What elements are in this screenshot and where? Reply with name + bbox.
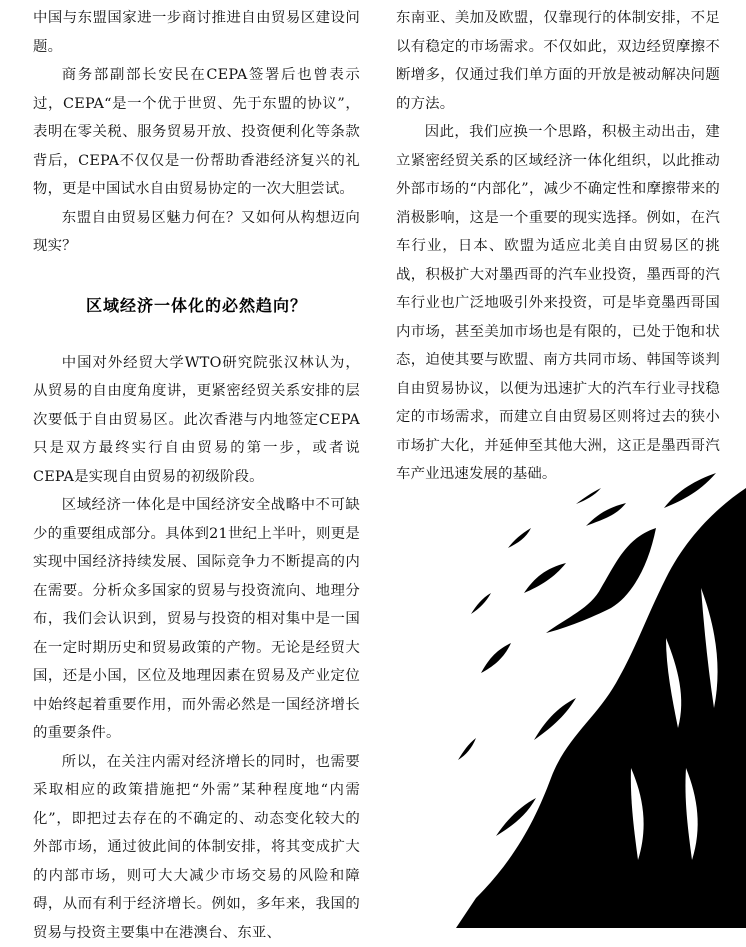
decorative-ink-illustration <box>416 468 746 928</box>
paragraph: 所以，在关注内需对经济增长的同时，也需要采取相应的政策措施把“外需”某种程度地“内需化”，即把过去存在的不确定的、动态变化较大的外部市场，通过彼此间的体制安排，将其变成扩大的内部市场，则可大大减少市场交易的风险和障碍，从而有利于经济增长。例如，多年来，我国的贸易与投资主要集中在港澳台、东亚、 <box>33 748 360 947</box>
paragraph: 东南亚、美加及欧盟，仅靠现行的体制安排，不足以有稳定的市场需求。不仅如此，双边经贸摩擦不断增多，仅通过我们单方面的开放是被动解决问题的方法。 <box>396 4 720 118</box>
paragraph: 商务部副部长安民在CEPA签署后也曾表示过，CEPA“是一个优于世贸、先于东盟的协议”，表明在零关税、服务贸易开放、投资便利化等条款背后，CEPA不仅仅是一份帮助香港经济复兴的礼物，更是中国试水自由贸易协定的一次大胆尝试。 <box>33 61 360 204</box>
paragraph: 中国与东盟国家进一步商讨推进自由贸易区建设问题。 <box>33 4 360 61</box>
paragraph: 因此，我们应换一个思路，积极主动出击，建立紧密经贸关系的区域经济一体化组织，以此推动外部市场的“内部化”，减少不确定性和摩擦带来的消极影响，这是一个重要的现实选择。例如，在汽车行业，日本、欧盟为适应北美自由贸易区的挑战，积极扩大对墨西哥的汽车业投资，墨西哥的汽车行业也广泛地吸引外来投资，可是毕竟墨西哥国内市场，甚至美加市场也是有限的，已处于饱和状态，迫使其要与欧盟、南方共同市场、韩国等谈判自由贸易协议，以便为迅速扩大的汽车行业寻找稳定的市场需求，而建立自由贸易区则将过去的狭小市场扩大化，并延伸至其他大洲，这正是墨西哥汽车产业迅速发展的基础。 <box>396 118 720 489</box>
right-column <box>396 4 720 489</box>
section-heading: 区域经济一体化的必然趋向？ <box>33 293 360 319</box>
paragraph: 区域经济一体化是中国经济安全战略中不可缺少的重要组成部分。具体到21世纪上半叶，则更是实现中国经济持续发展、国际竞争力不断提高的内在需要。分析众多国家的贸易与投资流向、地理分布，我们会认识到，贸易与投资的相对集中是一国在一定时期历史和贸易政策的产物。无论是经贸大国，还是小国，区位及地理因素在贸易及产业定位中始终起着重要作用，而外需必然是一国经济增长的重要条件。 <box>33 491 360 748</box>
left-column <box>33 4 360 947</box>
paragraph: 中国对外经贸大学WTO研究院张汉林认为，从贸易的自由度角度讲，更紧密经贸关系安排的层次要低于自由贸易区。此次香港与内地签定CEPA只是双方最终实行自由贸易的第一步，或者说CEPA是实现自由贸易的初级阶段。 <box>33 349 360 492</box>
paragraph: 东盟自由贸易区魅力何在？又如何从构想迈向现实？ <box>33 204 360 261</box>
